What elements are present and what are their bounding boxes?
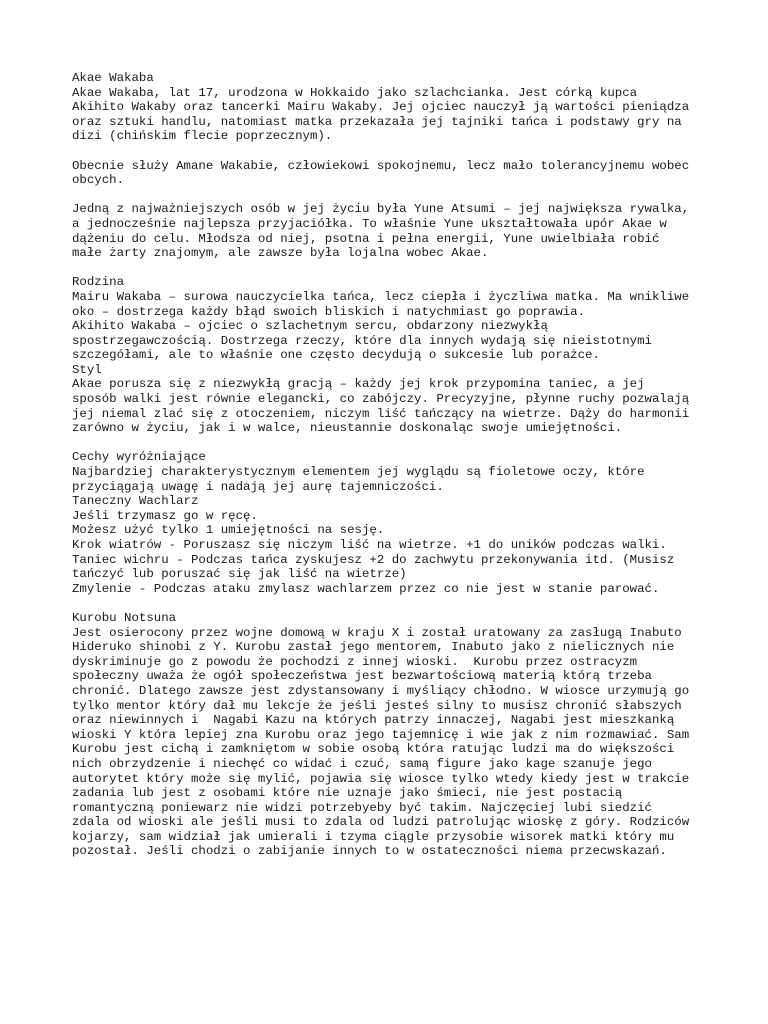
text-line: Taniec wichru - Podczas tańca zyskujesz +2 do zachwytu przekonywania itd. (Musisz bbox=[72, 552, 675, 567]
text-line: Taneczny Wachlarz bbox=[72, 494, 199, 509]
paragraph-gap bbox=[72, 261, 732, 276]
text-line: Jest osierocony przez wojne domową w kraju X i został uratowany za zasługą Inabuto bbox=[72, 625, 682, 640]
text-line: Akihito Wakaby oraz tancerki Mairu Wakaby. Jej ojciec nauczył ją wartości pieniądza bbox=[72, 100, 690, 115]
section-yune bbox=[72, 202, 732, 260]
paragraph-gap bbox=[72, 144, 732, 159]
text-line: społeczny uważa że ogół społeczeństwa jest bezwartościową materią którą trzeba bbox=[72, 669, 652, 684]
text-line: dyskriminuje go z powodu że pochodzi z innej wioski. Kurobu przez ostracyzm bbox=[72, 654, 638, 669]
text-line: zadania lub jest z osobami które nie uznaje jako śmieci, nie jest postacią bbox=[72, 786, 623, 801]
section-first-line: Jedną z najważniejszych osób w jej życiu była Yune Atsumi – jej największa rywalka, bbox=[72, 202, 690, 217]
text-line: Kurobu jest cichą i zamkniętom w sobie osobą która ratując ludzi ma do większości bbox=[72, 742, 675, 757]
section-first-line: Akae Wakaba bbox=[72, 71, 154, 85]
text-line: pozostał. Jeśli chodzi o zabijanie innych to w ostateczności niema przecwskazań. bbox=[72, 844, 667, 859]
text-line: Najbardziej charakterystycznym elementem jej wyglądu są fioletowe oczy, które bbox=[72, 465, 645, 480]
text-line: Hideruko shinobi z Y. Kurobu zastał jego mentorem, Inabuto jako z nielicznych nie bbox=[72, 640, 675, 655]
text-line: małe żarty znajomym, ale zawsze była lojalna wobec Akae. bbox=[72, 246, 489, 261]
section-first-line: Obecnie służy Amane Wakabie, człowiekowi spokojnemu, lecz mało tolerancyjnemu wobec bbox=[72, 158, 690, 173]
text-line: Zmylenie - Podczas ataku zmylasz wachlarzem przez co nie jest w stanie parować. bbox=[72, 581, 660, 596]
section-cechy bbox=[72, 450, 732, 596]
text-line: spostrzegawczością. Dostrzega rzeczy, które dla innych wydają się nieistotnymi bbox=[72, 333, 652, 348]
section-kurobu bbox=[72, 611, 732, 859]
text-line: Krok wiatrów - Poruszasz się niczym liść na wietrze. +1 do uników podczas walki. bbox=[72, 538, 667, 552]
text-line: Akae Wakaba, lat 17, urodzona w Hokkaido jako szlachcianka. Jest córką kupca bbox=[72, 85, 638, 100]
text-line: dążeniu do celu. Młodsza od niej, psotna i pełna energii, Yune uwielbiała robić bbox=[72, 231, 660, 246]
text-line: Akihito Wakaba – ojciec o szlachetnym sercu, obdarzony niezwykłą bbox=[72, 319, 548, 334]
text-line: przyciągają uwagę i nadają jej aurę tajemniczości. bbox=[72, 479, 444, 494]
text-line: oraz niewinnych i Nagabi Kazu na których patrzy innaczej, Nagabi jest mieszkanką bbox=[72, 713, 675, 728]
text-line: tylko mentor który dał mu lekcje że jeśli jesteś silny to musisz chronić słabszych bbox=[72, 698, 682, 713]
text-line: Akae porusza się z niezwykłą gracją – każdy jej krok przypomina taniec, a jej bbox=[72, 377, 645, 392]
document-page bbox=[72, 71, 732, 859]
text-line: oraz sztuki handlu, natomiast matka przekazała jej tajniki tańca i podstawy gry na bbox=[72, 114, 682, 129]
text-line: autorytet który może się mylić, pojawia się wiosce tylko wtedy kiedy jest w trakcie bbox=[72, 771, 690, 786]
paragraph-gap bbox=[72, 436, 732, 451]
text-line: Mairu Wakaba – surowa nauczycielka tańca, lecz ciepła i życzliwa matka. Ma wnikliwe bbox=[72, 289, 690, 304]
text-line: kojarzy, sam widział jak umierali i tzyma ciągle przysobie wisorek matki który mu bbox=[72, 829, 675, 844]
text-line: dizi (chińskim flecie poprzecznym). bbox=[72, 129, 333, 144]
text-line: Możesz użyć tylko 1 umiejętności na sesję. bbox=[72, 523, 385, 538]
text-line: Jeśli trzymasz go w ręcę. bbox=[72, 508, 258, 523]
text-line: sposób walki jest równie elegancki, co zabójczy. Precyzyjne, płynne ruchy pozwalają bbox=[72, 392, 690, 407]
text-line: a jednocześnie najlepsza przyjaciółka. To właśnie Yune ukształtowała upór Akae w bbox=[72, 216, 667, 231]
section-akae bbox=[72, 71, 732, 144]
text-line: tańczyć lub poruszać się jak liść na wietrze) bbox=[72, 567, 407, 582]
section-first-line: Kurobu Notsuna bbox=[72, 610, 177, 625]
text-line: chronić. Dlatego zawsze jest zdystansowany i myśliący chłodno. W wiosce urzymują go bbox=[72, 683, 690, 698]
text-line: obcych. bbox=[72, 173, 125, 188]
paragraph-gap bbox=[72, 596, 732, 611]
paragraph-gap bbox=[72, 188, 732, 203]
section-rodzina bbox=[72, 275, 732, 436]
text-line: wioski Y która lepiej zna Kurobu oraz jego tajemnicę i wie jak z nim rozmawiać. Sam bbox=[72, 727, 690, 742]
text-line: oko – dostrzega każdy błąd swoich bliskich i natychmiast go poprawia. bbox=[72, 304, 586, 319]
section-first-line: Cechy wyróżniające bbox=[72, 450, 206, 465]
text-line: zarówno w życiu, jak i w walce, nieustannie doskonaląc swoje umiejętności. bbox=[72, 421, 623, 436]
section-amane bbox=[72, 159, 732, 188]
text-line: Styl bbox=[72, 362, 102, 377]
section-first-line: Rodzina bbox=[72, 275, 125, 290]
text-line: jej niemal zlać się z otoczeniem, niczym liść tańczący na wietrze. Dąży do harmonii bbox=[72, 406, 690, 421]
text-line: romantyczną poniewarz nie widzi potrzebyeby być takim. Najczęciej lubi siedzić bbox=[72, 800, 652, 815]
text-line: zdala od wioski ale jeśli musi to zdala od ludzi patrolując wioskę z góry. Rodziców bbox=[72, 815, 690, 830]
text-line: szczegółami, ale to właśnie one często decydują o sukcesie lub porażce. bbox=[72, 348, 600, 363]
text-line: nich obrzydzenie i niechęć co widać i czuć, samą figure jako kage szanuje jego bbox=[72, 756, 652, 771]
